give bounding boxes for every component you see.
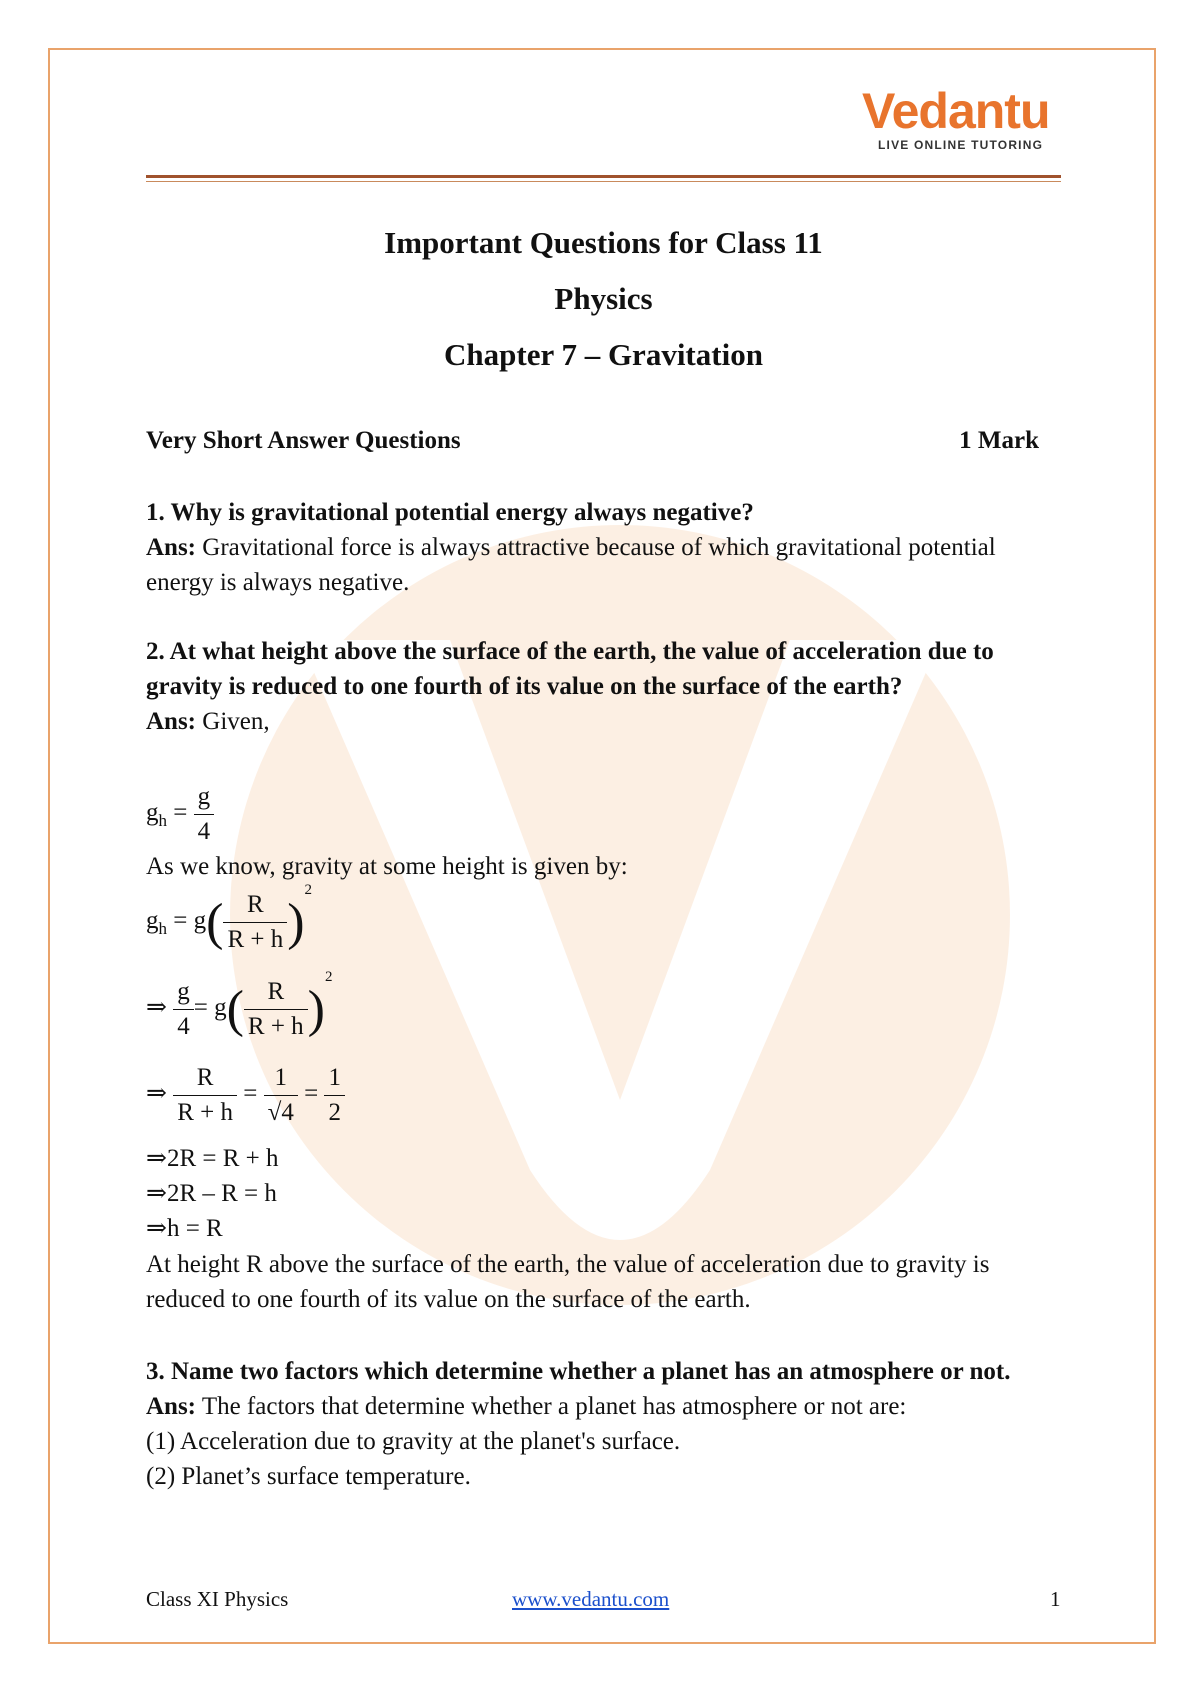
list-item: (1) Acceleration due to gravity at the planet's surface. [146,1428,681,1455]
answer-intro [146,704,1046,739]
question-text: 1. Why is gravitational potential energy always negative? [146,499,754,526]
answer-line: As we know, gravity at some height is given by: [146,853,628,880]
question-text: 3. Name two factors which determine whether a planet has an atmosphere or not. [146,1358,1011,1385]
answer-text [146,530,1046,600]
answer-body: Gravitational force is always attractive because of which gravitational potential energy is always negative. [146,534,996,596]
equation-step-b: ⇒ $\frac{R}{R + h}$ = $\frac{1}{√4}$ = $\frac{1}{2}$ [146,1061,345,1130]
section-title: Very Short Answer Questions [146,427,461,454]
subject-title: Physics [554,281,653,316]
answer-conclusion: At height R above the surface of the earth, the value of acceleration due to gravity is reduced to one fourth of its value on the surface of the earth. [146,1251,990,1313]
header-rule [146,175,1061,178]
answer-text [146,1389,1046,1424]
question-3 [146,1354,1046,1494]
title-line: Important Questions for Class 11 [384,225,823,260]
ans-label: Ans: [146,534,197,561]
question-1 [146,495,1046,600]
footer-website-link[interactable]: www.vedantu.com [512,1587,670,1611]
section-header [146,427,1039,455]
logo-wordmark: Vedantu [862,83,1050,139]
chapter-title: Chapter 7 – Gravitation [444,337,763,372]
page-number: 1 [1050,1587,1061,1611]
answer-body: The factors that determine whether a planet has atmosphere or not are: [196,1393,907,1420]
answer-body: Given, [196,708,270,735]
footer-class-label: Class XI Physics [146,1587,289,1611]
section-marks: 1 Mark [959,427,1039,454]
ans-label: Ans: [146,1393,197,1420]
question-text: 2. At what height above the surface of the earth, the value of acceleration due to gravity is reduced to one fourth of its value on the surface of the earth? [146,638,994,700]
ans-label: Ans: [146,708,197,735]
equation-step-a: ⇒ $\frac{g}{4}$ = g( $\frac{R}{R + h}$ )$^2$ [146,969,333,1040]
logo-tagline: LIVE ONLINE TUTORING [878,138,1044,152]
vedantu-logo[interactable] [862,84,1062,152]
equation-step-c: ⇒2R = R + h [146,1145,279,1172]
question-2 [146,634,1046,739]
list-item: (2) Planet’s surface temperature. [146,1463,471,1490]
equation-step-e: ⇒h = R [146,1215,223,1242]
header-rule-thin [146,181,1061,182]
equation-step-d: ⇒2R – R = h [146,1180,277,1207]
equation-given: $g_h$ = $\frac{g}{4}$ [146,780,214,849]
equation-gravity-height: $g_h = g$( $\frac{R}{R + h}$ )$^2$ [146,882,313,953]
